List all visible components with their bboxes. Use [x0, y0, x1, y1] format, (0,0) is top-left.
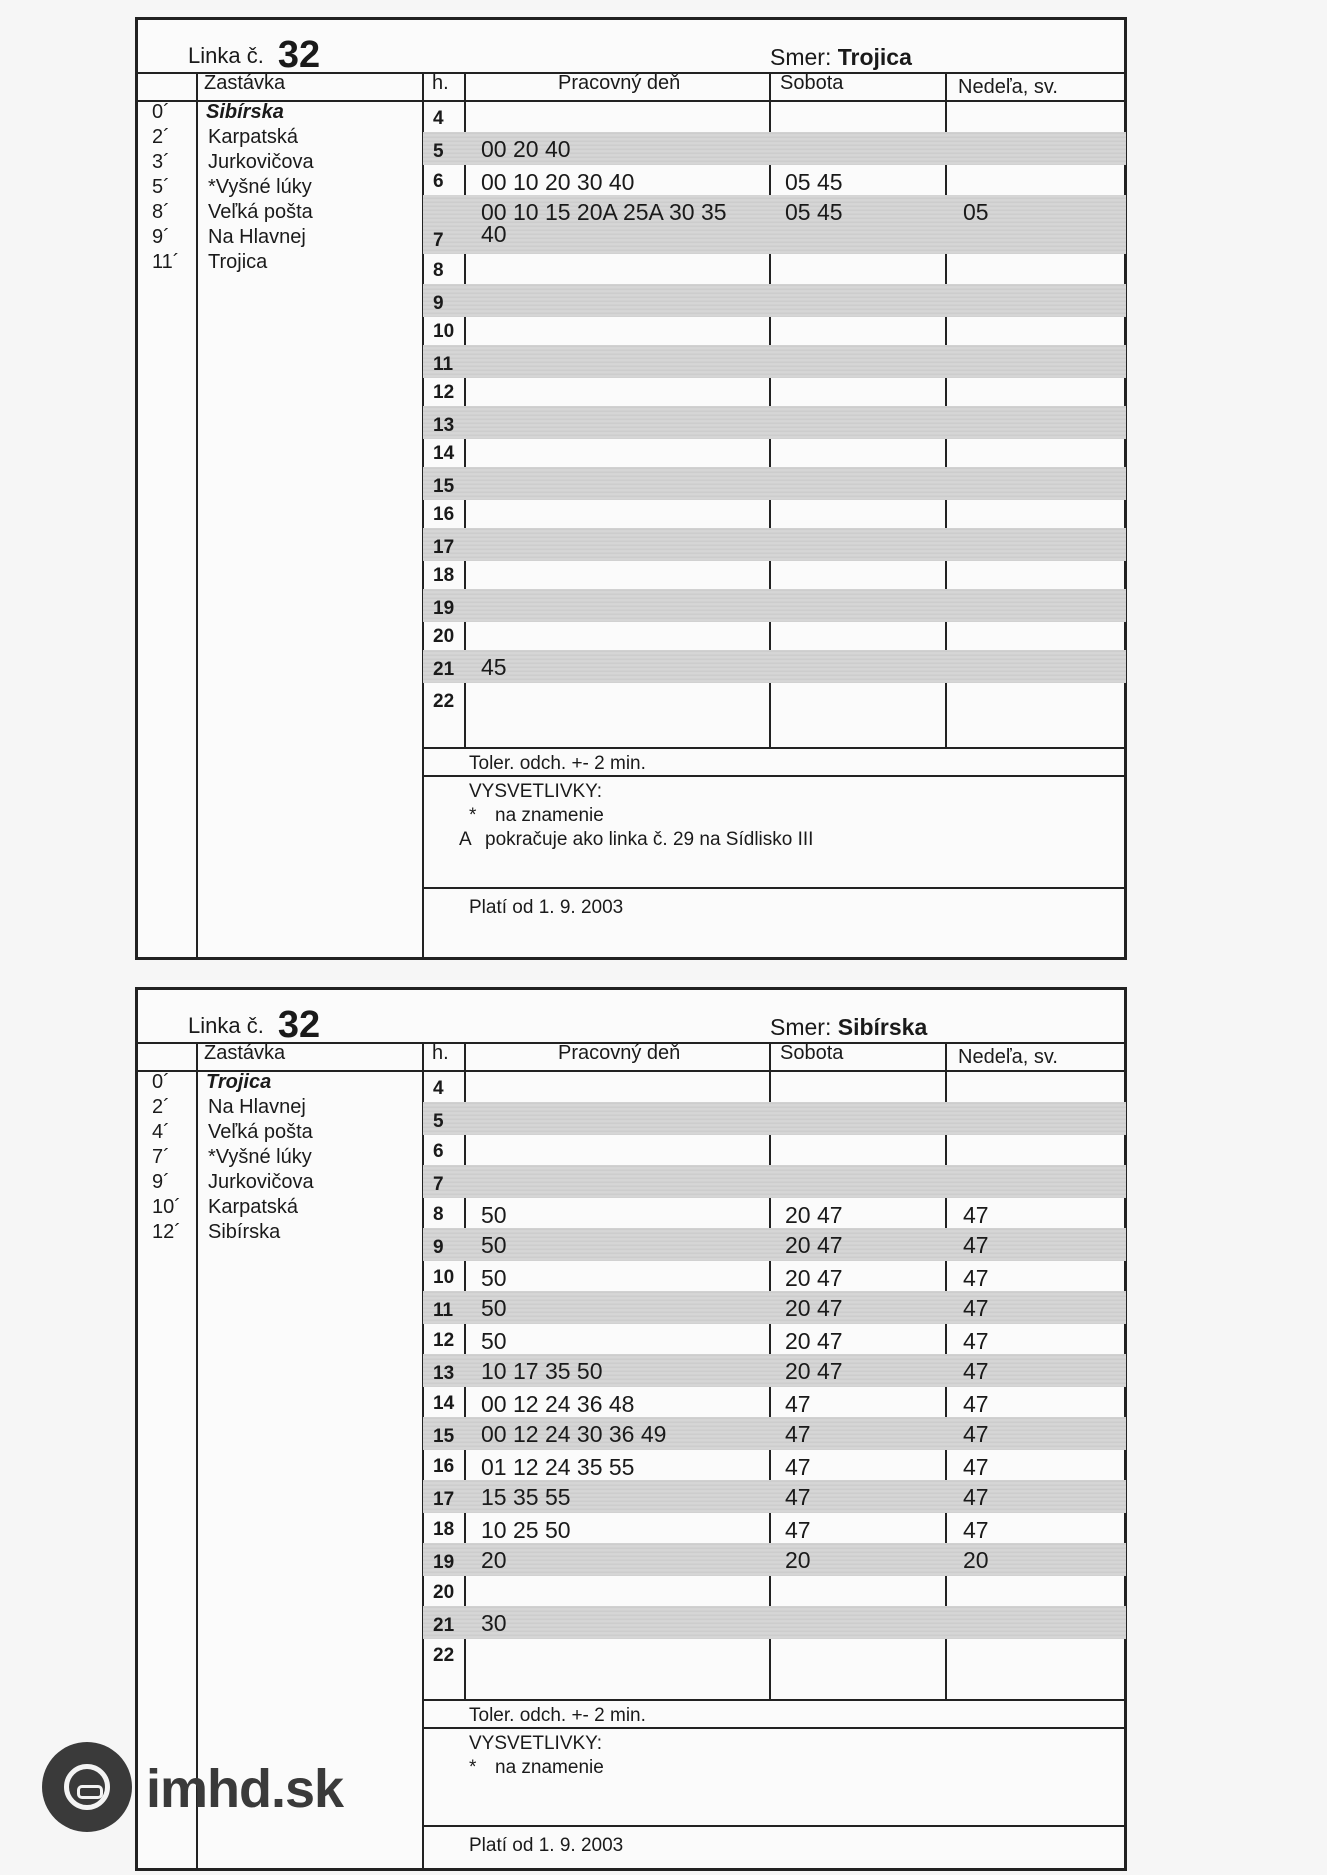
saturday-times: 47 [785, 1421, 811, 1447]
hour-label: 19 [433, 598, 455, 619]
hour-row [423, 1480, 1126, 1513]
hour-label: 7 [433, 230, 444, 251]
hour-row [423, 1606, 1126, 1639]
saturday-times: 47 [785, 1391, 811, 1417]
direction: Smer: Trojica [770, 44, 912, 70]
sunday-times: 47 [963, 1358, 989, 1384]
stop-name: Karpatská [208, 1196, 299, 1218]
stop-minutes: 0´ [152, 101, 170, 123]
saturday-times: 20 47 [785, 1202, 843, 1228]
weekday-times: 00 20 40 [481, 136, 571, 162]
hour-row [423, 622, 1126, 650]
saturday-times: 47 [785, 1454, 811, 1480]
sunday-times: 20 [963, 1547, 989, 1573]
weekday-times: 15 35 55 [481, 1484, 571, 1510]
hour-row [423, 406, 1126, 439]
stop-name: Trojica [208, 251, 268, 273]
line-number: 32 [277, 1004, 321, 1046]
hour-label: 14 [433, 1393, 455, 1414]
hour-label: 15 [433, 1426, 455, 1447]
col-saturday-header: Sobota [780, 1042, 844, 1064]
weekday-times: 50 [481, 1202, 507, 1228]
stop-name: Sibírska [206, 101, 284, 123]
hour-label: 13 [433, 1363, 455, 1384]
hour-row [423, 254, 1126, 284]
weekday-times: 10 25 50 [481, 1517, 571, 1543]
hour-label: 5 [433, 141, 444, 162]
stop-name: *Vyšné lúky [208, 1146, 312, 1168]
col-stop-header: Zastávka [204, 72, 286, 94]
legend [423, 775, 1124, 889]
hour-label: 20 [433, 626, 455, 647]
hour-row [423, 1135, 1126, 1165]
hour-label: 8 [433, 260, 444, 281]
hour-label: 20 [433, 1582, 455, 1603]
hour-label: 15 [433, 476, 455, 497]
stop-name: Trojica [206, 1071, 272, 1093]
sunday-times: 47 [963, 1295, 989, 1321]
stop-name: Veľká pošta [208, 201, 313, 223]
hour-label: 16 [433, 504, 455, 525]
line-label: Linka č. 32 [188, 1004, 321, 1046]
stop-name: Sibírska [208, 1221, 281, 1243]
hour-row [423, 439, 1126, 467]
weekday-times: 50 [481, 1328, 507, 1354]
stop-minutes: 9´ [152, 1171, 170, 1193]
sunday-times: 47 [963, 1202, 989, 1228]
col-weekday-header: Pracovný deň [558, 1042, 681, 1064]
weekday-times: 00 12 24 36 48 [481, 1391, 635, 1417]
saturday-times: 05 45 [785, 169, 843, 195]
sunday-times: 47 [963, 1484, 989, 1510]
legend-text: na znamenie [495, 1757, 604, 1778]
weekday-times: 00 10 20 30 40 [481, 169, 635, 195]
hour-row [423, 378, 1126, 406]
hour-label: 11 [433, 1300, 454, 1321]
weekday-times: 01 12 24 35 55 [481, 1454, 635, 1480]
timetable-header [138, 990, 1124, 1044]
weekday-times: 45 [481, 654, 507, 680]
stop-name: Na Hlavnej [208, 226, 306, 248]
hour-row [423, 467, 1126, 500]
saturday-times: 20 47 [785, 1358, 843, 1384]
col-hour-header: h. [432, 1042, 449, 1064]
hour-row [423, 1102, 1126, 1135]
hour-label: 6 [433, 171, 444, 192]
sunday-times: 47 [963, 1328, 989, 1354]
saturday-times: 20 47 [785, 1328, 843, 1354]
hour-row [423, 1291, 1126, 1324]
hour-label: 17 [433, 537, 455, 558]
legend-title: VYSVETLIVKY: [469, 781, 603, 802]
hour-row [423, 1324, 1126, 1354]
hour-row [423, 500, 1126, 528]
sunday-times: 47 [963, 1265, 989, 1291]
hour-label: 7 [433, 1174, 444, 1195]
hour-row [423, 1198, 1126, 1228]
stop-name: Jurkovičova [208, 1171, 314, 1193]
tolerance-note: Toler. odch. +- 2 min. [423, 1699, 1124, 1729]
legend-symbol: A [459, 829, 472, 850]
stop-minutes: 10´ [152, 1196, 181, 1218]
stop-minutes: 8´ [152, 201, 170, 223]
sunday-times: 47 [963, 1232, 989, 1258]
hour-row [423, 1450, 1126, 1480]
hour-label: 12 [433, 382, 455, 403]
stop-minutes: 12´ [152, 1221, 181, 1243]
hour-row [423, 1354, 1126, 1387]
hour-label: 21 [433, 1615, 455, 1636]
hour-row [423, 317, 1126, 345]
hour-label: 21 [433, 659, 455, 680]
stop-name: Karpatská [208, 126, 299, 148]
hour-label: 18 [433, 1519, 455, 1540]
legend-text: pokračuje ako linka č. 29 na Sídlisko III [485, 829, 814, 850]
direction-name: Sibírska [837, 1014, 928, 1040]
hour-row [423, 650, 1126, 683]
stop-minutes: 5´ [152, 176, 170, 198]
sunday-times: 47 [963, 1391, 989, 1417]
stop-minutes: 11´ [152, 251, 180, 273]
legend-title: VYSVETLIVKY: [469, 1733, 603, 1754]
hour-row [423, 1072, 1126, 1102]
stop-minutes: 4´ [152, 1121, 170, 1143]
weekday-times: 50 [481, 1232, 507, 1258]
sunday-times: 05 [963, 199, 989, 225]
hour-row [423, 1543, 1126, 1576]
hour-label: 8 [433, 1204, 444, 1225]
stop-minutes: 9´ [152, 226, 170, 248]
col-saturday-header: Sobota [780, 72, 844, 94]
stop-name: Jurkovičova [208, 151, 314, 173]
hour-label: 17 [433, 1489, 455, 1510]
hour-label: 11 [433, 354, 454, 375]
stop-minutes: 7´ [152, 1146, 170, 1168]
hour-row [423, 683, 1126, 715]
hour-label: 9 [433, 1237, 444, 1258]
line-label: Linka č. 32 [188, 34, 321, 76]
legend-text: na znamenie [495, 805, 604, 826]
stop-name: *Vyšné lúky [208, 176, 312, 198]
direction: Smer: Sibírska [770, 1014, 928, 1040]
weekday-times: 00 12 24 30 36 49 [481, 1421, 667, 1447]
timetable-grid [138, 72, 1124, 957]
weekday-times: 00 10 15 20A 25A 30 35 [481, 199, 727, 225]
hour-row [423, 561, 1126, 589]
hour-row [423, 1228, 1126, 1261]
hour-label: 12 [433, 1330, 455, 1351]
hour-label: 16 [433, 1456, 455, 1477]
weekday-times: 30 [481, 1610, 507, 1636]
hour-row [423, 1639, 1126, 1669]
tolerance-note: Toler. odch. +- 2 min. [423, 747, 1124, 777]
saturday-times: 20 47 [785, 1232, 843, 1258]
hour-row [423, 1261, 1126, 1291]
saturday-times: 05 45 [785, 199, 843, 225]
hour-label: 9 [433, 293, 444, 314]
hour-row [423, 132, 1126, 165]
weekday-times: 50 [481, 1295, 507, 1321]
bus-logo-icon [42, 1742, 132, 1832]
saturday-times: 20 47 [785, 1295, 843, 1321]
timetable-card-to-sibirska [135, 987, 1127, 1871]
valid-from: Platí od 1. 9. 2003 [423, 887, 1124, 945]
hour-label: 6 [433, 1141, 444, 1162]
saturday-times: 20 47 [785, 1265, 843, 1291]
hour-label: 18 [433, 565, 455, 586]
weekday-times: 20 [481, 1547, 507, 1573]
hour-row [423, 589, 1126, 622]
hour-label: 19 [433, 1552, 455, 1573]
stop-minutes: 0´ [152, 1071, 170, 1093]
legend [423, 1727, 1124, 1827]
timetable-header [138, 20, 1124, 74]
col-sunday-header: Nedeľa, sv. [958, 76, 1058, 98]
stop-minutes: 2´ [152, 1096, 170, 1118]
hour-row [423, 284, 1126, 317]
stop-minutes: 3´ [152, 151, 170, 173]
line-number: 32 [277, 34, 321, 76]
hour-label: 22 [433, 1645, 455, 1666]
col-hour-header: h. [432, 72, 449, 94]
stop-minutes: 2´ [152, 126, 170, 148]
hour-row [423, 1576, 1126, 1606]
timetable-grid [138, 1042, 1124, 1868]
saturday-times: 47 [785, 1484, 811, 1510]
hour-label: 22 [433, 691, 455, 712]
legend-symbol: * [469, 1757, 477, 1778]
timetable-card-to-trojica [135, 17, 1127, 960]
hour-label: 14 [433, 443, 455, 464]
hour-row [423, 1165, 1126, 1198]
hour-row [423, 1513, 1126, 1543]
hour-row [423, 102, 1126, 132]
hour-label: 13 [433, 415, 455, 436]
stop-name: Veľká pošta [208, 1121, 313, 1143]
hour-row [423, 1387, 1126, 1417]
hour-row [423, 1417, 1126, 1450]
col-sunday-header: Nedeľa, sv. [958, 1046, 1058, 1068]
sunday-times: 47 [963, 1454, 989, 1480]
saturday-times: 20 [785, 1547, 811, 1573]
brand-name: imhd.sk [146, 1759, 344, 1819]
sunday-times: 47 [963, 1517, 989, 1543]
weekday-times: 50 [481, 1265, 507, 1291]
stop-name: Na Hlavnej [208, 1096, 306, 1118]
sunday-times: 47 [963, 1421, 989, 1447]
direction-name: Trojica [837, 44, 912, 70]
hour-label: 4 [433, 1078, 444, 1099]
hour-row [423, 528, 1126, 561]
weekday-times: 10 17 35 50 [481, 1358, 603, 1384]
hour-row [423, 195, 1126, 254]
hour-label: 4 [433, 108, 444, 129]
col-weekday-header: Pracovný deň [558, 72, 681, 94]
col-stop-header: Zastávka [204, 1042, 286, 1064]
hour-label: 10 [433, 321, 455, 342]
hour-label: 5 [433, 1111, 444, 1132]
hour-label: 10 [433, 1267, 455, 1288]
hour-row [423, 345, 1126, 378]
legend-symbol: * [469, 805, 477, 826]
weekday-times-continued: 40 [481, 221, 507, 247]
hour-row [423, 165, 1126, 195]
valid-from: Platí od 1. 9. 2003 [423, 1825, 1124, 1867]
saturday-times: 47 [785, 1517, 811, 1543]
